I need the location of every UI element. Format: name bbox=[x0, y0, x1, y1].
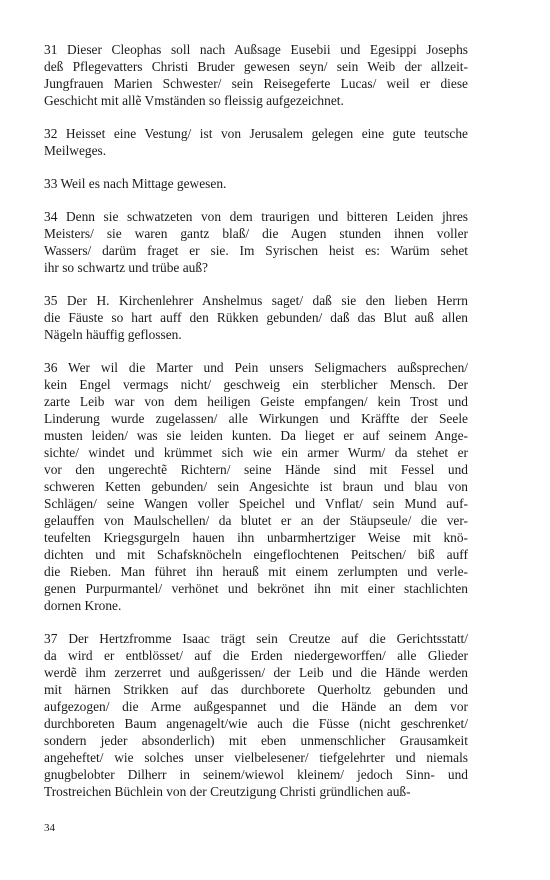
text-line: Linderung wurde zugelassen/ alle Wirkungen und Kräffte der Seele bbox=[44, 411, 468, 426]
footnote-paragraph bbox=[44, 359, 468, 614]
footnote-paragraph bbox=[44, 125, 468, 159]
text-line: dornen Krone. bbox=[44, 598, 122, 613]
text-line: kein Engel vermags nicht/ geschweig ein sterblicher Mensch. Der bbox=[44, 377, 468, 392]
text-line: sondern jeder absonderlich) mit eben unmenschlicher Grausamkeit bbox=[44, 733, 468, 748]
text-line: ihr so schwartz und trübe auß? bbox=[44, 260, 208, 275]
text-line: 36 Wer wil die Marter und Pein unsers Seligmachers außsprechen/ bbox=[44, 360, 468, 375]
page-number: 34 bbox=[44, 822, 55, 834]
text-line: 32 Heisset eine Vestung/ ist von Jerusalem gelegen eine gute teutsche bbox=[44, 126, 468, 141]
page-body bbox=[44, 41, 468, 816]
footnote-paragraph bbox=[44, 41, 468, 109]
text-line: aufgezogen/ die Arme außgespannet und die Hände an dem vor bbox=[44, 699, 468, 714]
text-line: durchboreten Baum angenagelt/wie auch die Füsse (nicht geschrenket/ bbox=[44, 716, 468, 731]
text-line: Wassers/ darüm fraget er sie. Im Syrischen heist es: Warüm sehet bbox=[44, 243, 468, 258]
text-line: 31 Dieser Cleophas soll nach Außsage Eusebii und Egesippi Josephs bbox=[44, 42, 468, 57]
text-line: teufelten Kriegsgurgeln hauen ihn unbarmhertziger Weise mit knö- bbox=[44, 530, 468, 545]
footnote-paragraph bbox=[44, 208, 468, 276]
text-line: Meisters/ sie waren gantz blaß/ die Augen stunden ihnen voller bbox=[44, 226, 468, 241]
footnotes bbox=[44, 41, 468, 800]
text-line: Jungfrauen Marien Schwester/ sein Reisegeferte Lucas/ weil er diese bbox=[44, 76, 468, 91]
text-line: gelauffen von Maulschellen/ da blutet er an der Stäupseule/ die ver- bbox=[44, 513, 468, 528]
text-line: vor den ungerechtẽ Richtern/ seine Hände sind mit Fessel und bbox=[44, 462, 468, 477]
text-line: da wird er entblösset/ auf die Erden niedergeworffen/ alle Glieder bbox=[44, 648, 468, 663]
text-line: 35 Der H. Kirchenlehrer Anshelmus saget/ daß sie den lieben Herrn bbox=[44, 293, 468, 308]
text-line: Geschicht mit allẽ Vmständen so fleissig aufgezeichnet. bbox=[44, 93, 344, 108]
text-line: sichte/ windet und krümmet sich wie ein armer Wurm/ da stehet er bbox=[44, 445, 468, 460]
text-line: Schlägen/ seine Wangen voller Speichel und Vnflat/ sein Mund auf- bbox=[44, 496, 468, 511]
text-line: Meilweges. bbox=[44, 143, 107, 158]
text-line: die Fäuste so hart auff den Rükken gebunden/ daß das Blut auß allen bbox=[44, 310, 468, 325]
text-line: mit härnen Strikken auf das durchborete Querholtz gebunden und bbox=[44, 682, 468, 697]
text-line: zarte Leib war von dem heiligen Geiste empfangen/ kein Trost und bbox=[44, 394, 468, 409]
footnote-paragraph bbox=[44, 292, 468, 343]
text-line: genen Purpurmantel/ verhönet und bekrönet ihn mit einer stachlichten bbox=[44, 581, 468, 596]
text-line: musten leiden/ was sie leiden kunten. Da lieget er auf seinem Ange- bbox=[44, 428, 468, 443]
footnote-paragraph bbox=[44, 175, 468, 192]
text-line: Nägeln häuffig geflossen. bbox=[44, 327, 182, 342]
text-line: angeheftet/ wie solches unser vielbelesener/ tiefgelehrter und niemals bbox=[44, 750, 468, 765]
text-line: 33 Weil es nach Mittage gewesen. bbox=[44, 176, 227, 191]
text-line: 34 Denn sie schwatzeten von dem traurigen und bitteren Leiden jhres bbox=[44, 209, 468, 224]
text-line: 37 Der Hertzfromme Isaac trägt sein Creutze auf die Gerichtsstatt/ bbox=[44, 631, 468, 646]
text-line: schweren Ketten gebunden/ sein Angesichte ist braun und blau von bbox=[44, 479, 468, 494]
text-line: Trostreichen Büchlein von der Creutzigung Christi gründlichen auß- bbox=[44, 784, 411, 799]
text-line: gnugbelobter Dilherr in seinem/wiewol kleinem/ jedoch Sinn- und bbox=[44, 767, 468, 782]
text-line: deß Pflegevatters Christi Bruder gewesen seyn/ sein Weib der allzeit- bbox=[44, 59, 468, 74]
text-line: die Rieben. Man führet ihn herauß mit einem zerlumpten und verle- bbox=[44, 564, 468, 579]
footnote-paragraph bbox=[44, 630, 468, 800]
text-line: dichten und mit Schafsknöcheln eingeflochtenen Peitschen/ biß auff bbox=[44, 547, 468, 562]
text-line: werdẽ ihm zerzerret und außgerissen/ der Leib und die Hände werden bbox=[44, 665, 468, 680]
